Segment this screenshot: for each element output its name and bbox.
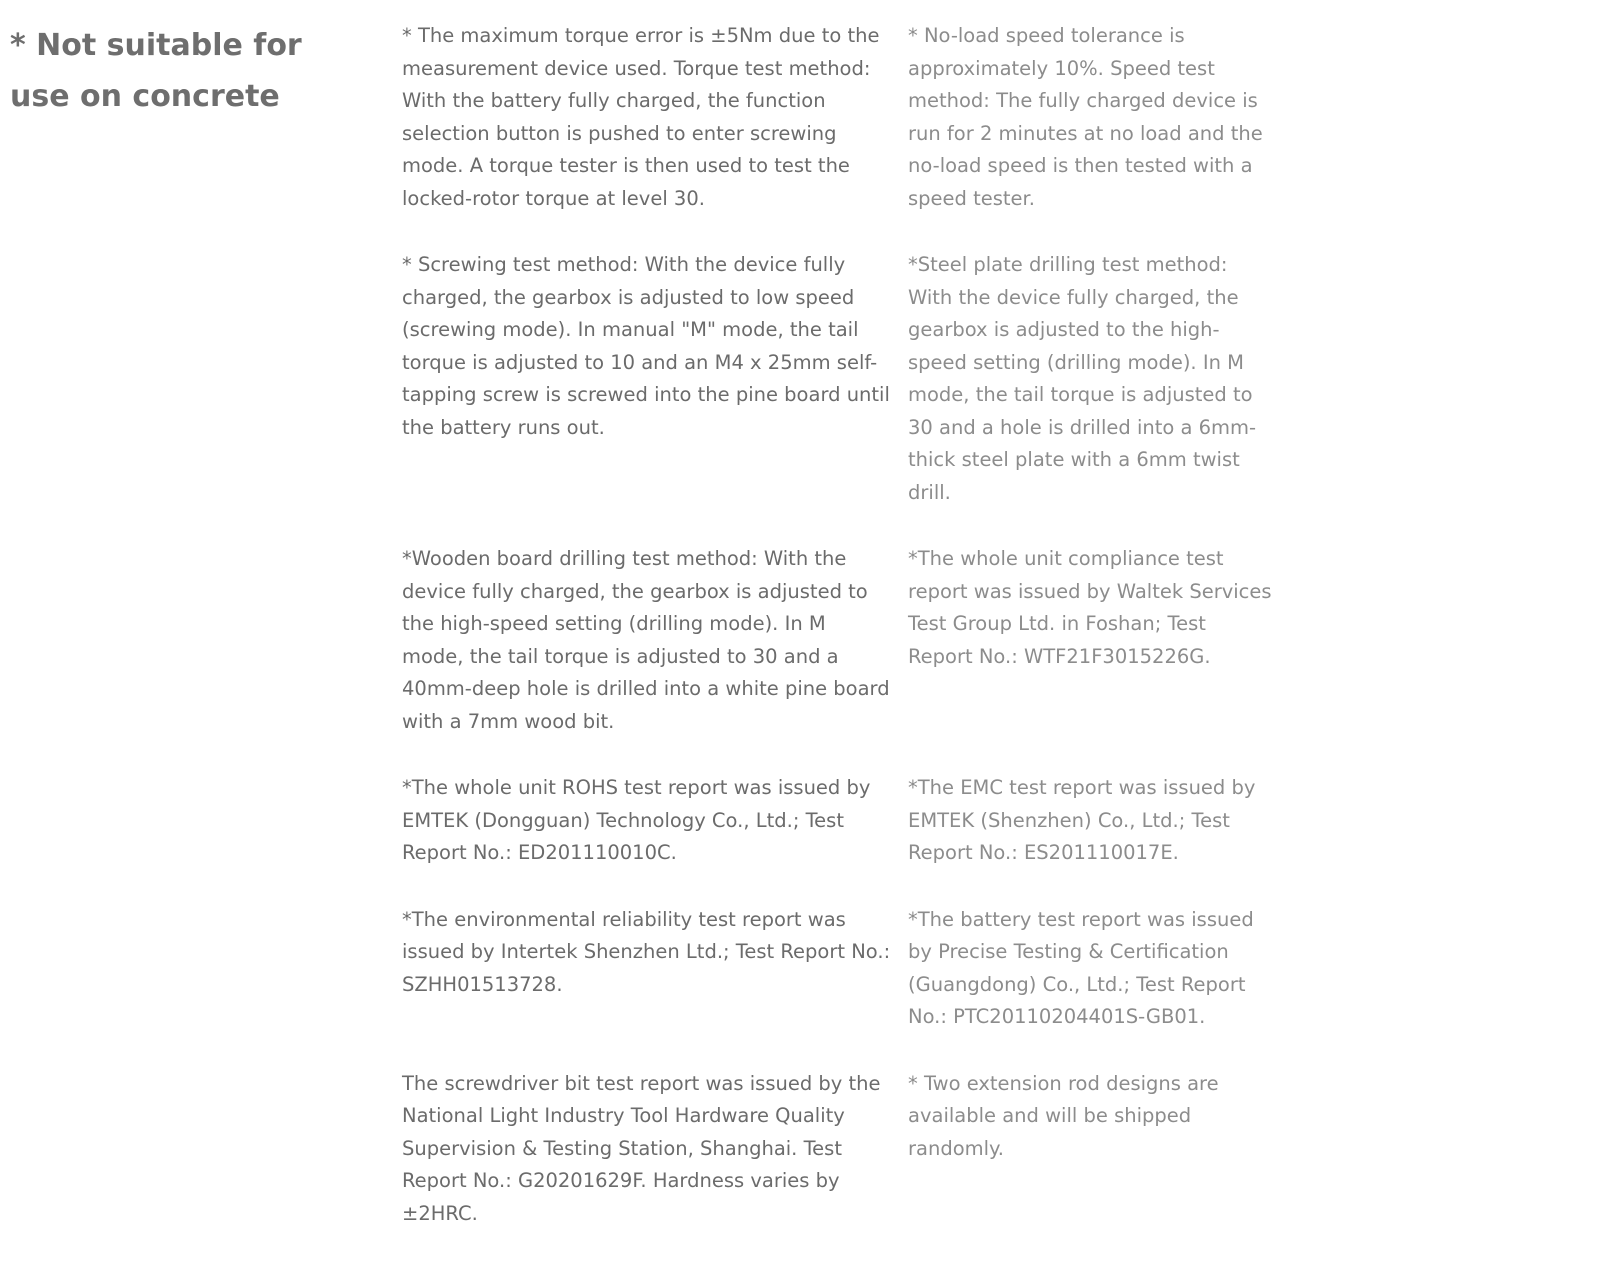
emc-report-note: *The EMC test report was issued by EMTEK (Shenzhen) Co., Ltd.; Test Report No.: ES201110017E.: [908, 776, 1256, 864]
note-row: [402, 249, 1282, 509]
compliance-report-note: *The whole unit compliance test report was issued by Waltek Services Test Group Ltd. in Foshan; Test Report No.: WTF21F3015226G.: [908, 547, 1272, 668]
note-row: [402, 772, 1282, 870]
speed-test-note: * No-load speed tolerance is approximately 10%. Speed test method: The fully charged device is run for 2 minutes at no load and the no-load speed is then tested with a speed tester.: [908, 24, 1263, 210]
test-notes: [402, 20, 1282, 1264]
bit-report-note: The screwdriver bit test report was issued by the National Light Industry Tool Hardware Quality Supervision & Testing Station, Shanghai. Test Report No.: G20201629F. Hardness varies by ±2HRC.: [402, 1071, 881, 1225]
torque-test-note: * The maximum torque error is ±5Nm due to the measurement device used. Torque test method: With the battery fully charged, the function selection button is pushed to enter screwing mode. A torque tester is then used to test the locked-rotor torque at level 30.: [402, 24, 880, 210]
environmental-report-note: *The environmental reliability test report was issued by Intertek Shenzhen Ltd.; Test Report No.: SZHH01513728.: [402, 907, 891, 996]
extension-rod-note: * Two extension rod designs are available and will be shipped randomly.: [908, 1071, 1219, 1160]
steel-drilling-test-note: *Steel plate drilling test method: With the device fully charged, the gearbox is adjusted to the high-speed setting (drilling mode). In M mode, the tail torque is adjusted to 30 and a hole is drilled into a 6mm-thick steel plate with a 6mm twist drill.: [908, 253, 1257, 504]
screwing-test-note: * Screwing test method: With the device fully charged, the gearbox is adjusted to low speed (screwing mode). In manual "M" mode, the tail torque is adjusted to 10 and an M4 x 25mm self-tapping screw is screwed into the pine board until the battery runs out.: [402, 253, 890, 439]
note-row: [402, 1068, 1282, 1231]
headline: * Not suitable for use on concrete: [10, 28, 302, 114]
battery-report-note: *The battery test report was issued by Precise Testing & Certification (Guangdong) Co., Ltd.; Test Report No.: PTC20110204401S-GB01.: [908, 907, 1254, 1028]
note-row: [402, 20, 1282, 215]
rohs-report-note: *The whole unit ROHS test report was issued by EMTEK (Dongguan) Technology Co., Ltd.; Test Report No.: ED201110010C.: [402, 776, 871, 864]
wood-drilling-test-note: *Wooden board drilling test method: With the device fully charged, the gearbox is adjusted to the high-speed setting (drilling mode). In M mode, the tail torque is adjusted to 30 and a 40mm-deep hole is drilled into a white pine board with a 7mm wood bit.: [402, 547, 890, 733]
note-row: [402, 904, 1282, 1034]
note-row: [402, 543, 1282, 738]
